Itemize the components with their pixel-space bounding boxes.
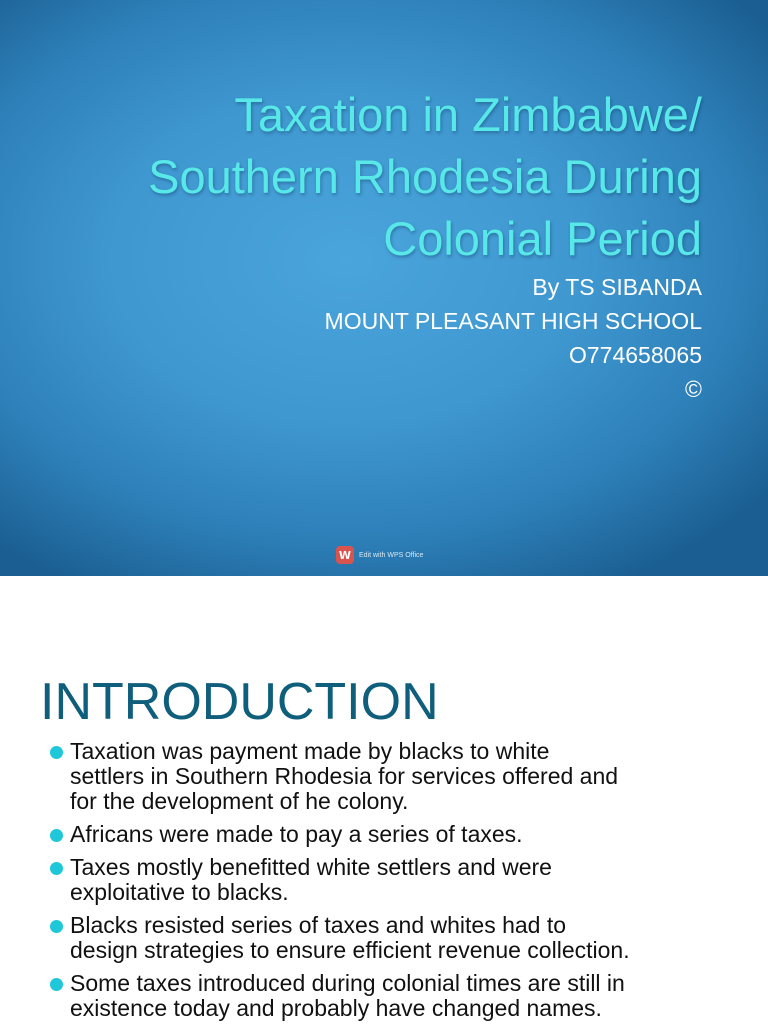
school-line: MOUNT PLEASANT HIGH SCHOOL <box>324 308 702 334</box>
bullet-dot-icon <box>50 920 63 933</box>
title-line: Taxation in Zimbabwe/ <box>234 88 702 141</box>
wps-edit-badge[interactable] <box>336 545 423 565</box>
title-line: Southern Rhodesia During <box>148 150 702 203</box>
introduction-slide <box>0 576 768 1024</box>
slide-heading: INTRODUCTION <box>40 673 439 731</box>
wps-edit-label: Edit with WPS Office <box>359 551 424 559</box>
bullet-line: for the development of he colony. <box>70 788 409 814</box>
bullet-line: settlers in Southern Rhodesia for services offered and <box>70 763 619 789</box>
bullet-dot-icon <box>50 829 63 842</box>
bullet-line: Africans were made to pay a series of taxes. <box>70 821 523 847</box>
bullet-dot-icon <box>50 746 63 759</box>
bullet-dot-icon <box>50 978 63 991</box>
bullet-line: Taxes mostly benefitted white settlers and were <box>70 854 552 880</box>
bullet-item <box>50 913 750 963</box>
author-line: By TS SIBANDA <box>532 274 702 300</box>
phone-line: O774658065 <box>568 342 702 368</box>
bullet-dot-icon <box>50 862 63 875</box>
bullet-item <box>50 822 750 847</box>
bullet-line: design strategies to ensure efficient revenue collection. <box>70 937 630 963</box>
bullet-item <box>50 855 750 905</box>
bullet-list <box>50 739 750 1029</box>
copyright-line: © <box>685 376 702 402</box>
bullet-line: Taxation was payment made by blacks to white <box>70 738 550 764</box>
bullet-line: existence today and probably have changed names. <box>70 995 602 1021</box>
slide-subtitle <box>182 270 702 406</box>
wps-logo-icon: W <box>336 546 354 564</box>
slide-title <box>62 84 702 270</box>
bullet-line: exploitative to blacks. <box>70 879 289 905</box>
bullet-item <box>50 971 750 1021</box>
bullet-line: Some taxes introduced during colonial times are still in <box>70 970 625 996</box>
title-line: Colonial Period <box>383 212 702 265</box>
bullet-line: Blacks resisted series of taxes and whites had to <box>70 912 567 938</box>
bullet-item <box>50 739 750 814</box>
